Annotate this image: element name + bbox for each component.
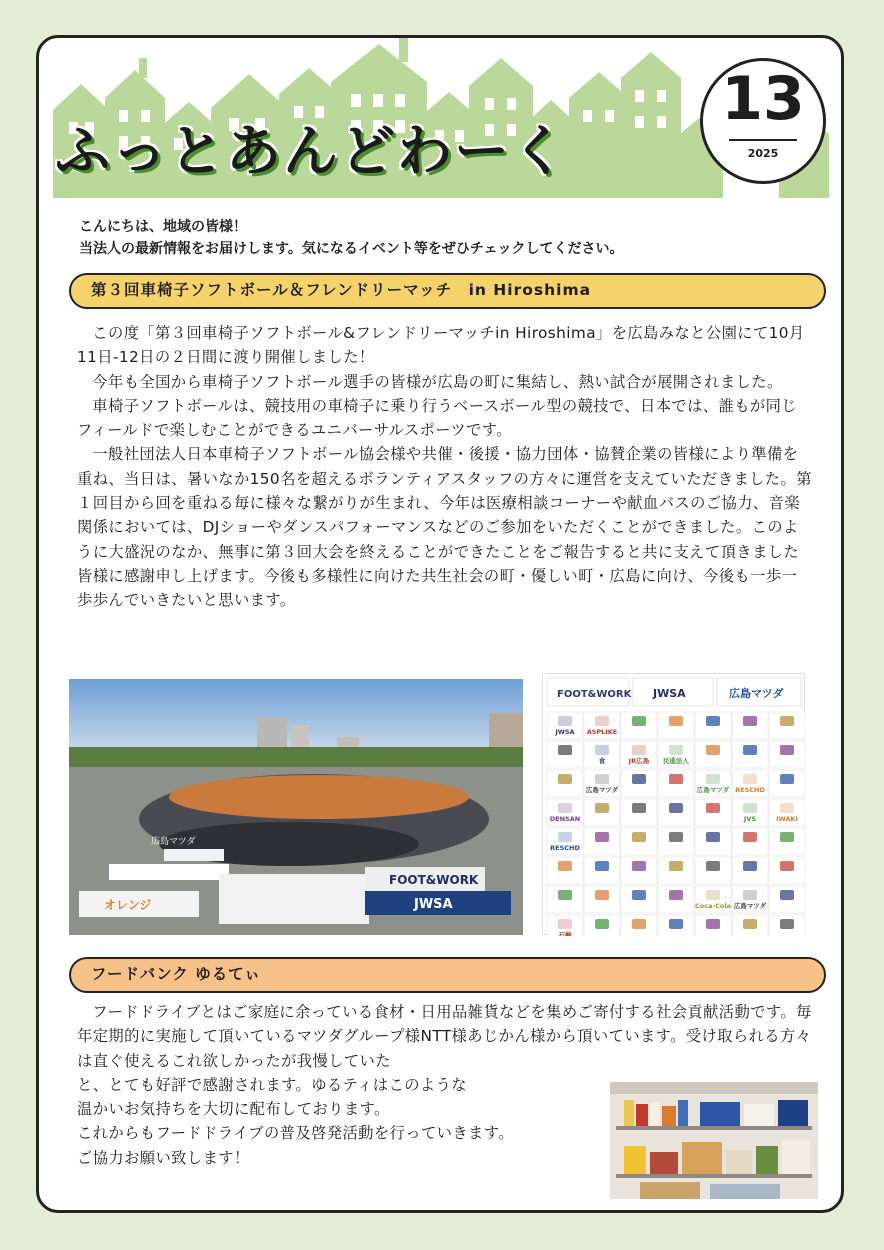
sponsor-logo [769, 915, 805, 936]
svg-text:RESCHD: RESCHD [550, 844, 580, 852]
sponsor-logo [695, 886, 731, 913]
sponsor-logo [732, 886, 768, 913]
sponsor-logo [584, 915, 620, 936]
banner-jwsa: JWSA [414, 897, 453, 912]
sponsor-logo [547, 799, 583, 826]
sponsor-logo [658, 857, 694, 884]
svg-text:食: 食 [598, 757, 606, 765]
sponsor-logo [621, 741, 657, 768]
sponsor-logo [695, 915, 731, 936]
sponsor-logo [658, 770, 694, 797]
issue-divider [729, 139, 797, 141]
svg-text:民進法人: 民進法人 [663, 757, 689, 765]
article-paragraph: フードドライブとはご家庭に余っている食材・日用品雑貨などを集めご寄付する社会貢献活動です。毎年定期的に実施して頂いているマツダグループ様NTT様あじかん様から頂いています。受け取られる方々は直ぐ使えるこれ欲しかったが我慢していた [77, 1003, 812, 1070]
section-heading-softball: 第３回車椅子ソフトボール＆フレンドリーマッチ in Hiroshima [69, 273, 826, 309]
sponsor-logo [621, 828, 657, 855]
sponsor-logo [769, 828, 805, 855]
newsletter-page [36, 35, 844, 1213]
food-bank-shelf-photo [610, 1082, 818, 1199]
article-line: これからもフードドライブの普及啓発活動を行っていきます。 [77, 1124, 514, 1143]
sponsor-logo [547, 712, 583, 739]
sponsor-logo [658, 799, 694, 826]
banner-orange: オレンジ [104, 898, 152, 912]
sponsor-logo [547, 770, 583, 797]
sponsor-logo [547, 915, 583, 936]
newsletter-title: ふっとあんどわーく [55, 119, 569, 183]
softball-article [77, 321, 812, 613]
sponsor-logo [621, 886, 657, 913]
banner-mazda: 広島マツダ [151, 837, 196, 847]
sponsor-logo [732, 828, 768, 855]
sponsor-logo [695, 741, 731, 768]
svg-text:広島マツダ: 広島マツダ [585, 786, 619, 794]
sponsor-logo [621, 799, 657, 826]
sponsor-logo [584, 857, 620, 884]
svg-text:ASPLIKE: ASPLIKE [586, 728, 618, 736]
svg-text:JWSA: JWSA [555, 728, 575, 736]
sponsor-logo [621, 857, 657, 884]
article-line: と、とても好評で感謝されます。ゆるティはこのような [77, 1075, 467, 1094]
sponsor-logo [547, 741, 583, 768]
issue-year: 2025 [747, 147, 779, 160]
sponsor-logo [695, 799, 731, 826]
sponsor-header-logo: FOOT&WORK [557, 689, 632, 700]
sponsor-logo [584, 828, 620, 855]
sponsor-logo [732, 799, 768, 826]
sponsor-logo [547, 857, 583, 884]
sponsor-logo [769, 886, 805, 913]
issue-badge [700, 58, 826, 184]
sponsor-logo [584, 741, 620, 768]
svg-text:Coca-Cola: Coca-Cola [694, 902, 732, 910]
sponsor-header-logo: JWSA [653, 687, 686, 700]
sponsor-logo [658, 712, 694, 739]
svg-text:RESCHD: RESCHD [735, 786, 765, 794]
sponsor-logo [658, 741, 694, 768]
banner-footwork: FOOT&WORK [389, 873, 479, 887]
sponsor-logo [769, 712, 805, 739]
svg-text:JR広島: JR広島 [628, 757, 650, 765]
svg-text:広島マツダ: 広島マツダ [733, 902, 767, 910]
svg-text:石鹸: 石鹸 [558, 931, 572, 936]
sponsor-logo [547, 886, 583, 913]
intro-line-1: こんにちは、地域の皆様！ [79, 219, 247, 235]
sponsor-logo [769, 770, 805, 797]
intro-greeting [79, 216, 623, 260]
svg-text:広島マツダ: 広島マツダ [696, 786, 730, 794]
sponsor-logo [732, 770, 768, 797]
sponsor-logo [621, 712, 657, 739]
sponsor-logo [621, 770, 657, 797]
sponsor-logo [769, 799, 805, 826]
intro-line-2: 当法人の最新情報をお届けします。気になるイベント等をぜひチェックしてください。 [79, 241, 624, 257]
sponsor-logo [695, 712, 731, 739]
sponsor-logo [621, 915, 657, 936]
article-line: 温かいお気持ちを大切に配布しております。 [77, 1100, 390, 1119]
article-paragraph: 一般社団法人日本車椅子ソフトボール協会様や共催・後援・協力団体・協賛企業の皆様により準備を重ね、当日は、暑いなか150名を超えるボランティアスタッフの方々に運営を支えていただきました。第１回目から回を重ねる毎に様々な繋がりが生まれ、今年は医療相談コーナーや献血バスのご協力、音楽関係においては、DJショーやダンスパフォーマンスなどのご参加をいただくことができました。このように大盛況のなか、無事に第３回大会を終えることができたことをご報告すると共に支えて頂きました皆様に感謝申し上げます。今後も多様性に向けた共生社会の町・優しい町・広島に向け、今後も一歩一歩歩んでいきたいと思います。 [77, 445, 812, 610]
sponsor-logo [732, 712, 768, 739]
sponsor-logo [695, 857, 731, 884]
sponsor-logo [584, 712, 620, 739]
sponsor-logo [769, 741, 805, 768]
sponsor-header-logo: 広島マツダ [729, 687, 784, 700]
svg-text:JVS: JVS [743, 815, 757, 823]
sponsor-logo [695, 770, 731, 797]
sponsor-logo [732, 857, 768, 884]
sponsor-logo [732, 915, 768, 936]
sponsor-logo [658, 915, 694, 936]
sponsor-logo [695, 828, 731, 855]
svg-text:DENSAN: DENSAN [549, 815, 581, 823]
article-line: ご協力お願い致します！ [77, 1148, 250, 1167]
article-paragraph: 今年も全国から車椅子ソフトボール選手の皆様が広島の町に集結し、熱い試合が展開されました。 [92, 372, 783, 391]
article-paragraph: 車椅子ソフトボールは、競技用の車椅子に乗り行うベースボール型の競技で、日本では、誰もが同じフィールドで楽しむことができるユニバーサルスポーツです。 [77, 396, 797, 440]
sponsor-logo [769, 857, 805, 884]
sponsor-logo [658, 886, 694, 913]
sponsor-logo [584, 886, 620, 913]
event-group-photo [69, 679, 523, 935]
sponsor-logo [732, 741, 768, 768]
issue-number: 13 [721, 64, 805, 134]
section-heading-foodbank: フードバンク ゆるてぃ [69, 957, 826, 993]
sponsor-logo [658, 828, 694, 855]
article-paragraph: この度「第３回車椅子ソフトボール&フレンドリーマッチin Hiroshima」を広島みなと公園にて10月11日-12日の２日間に渡り開催しました！ [77, 324, 805, 367]
svg-text:IWAKI: IWAKI [776, 815, 798, 823]
sponsor-logo-board [542, 673, 805, 935]
sponsor-logo [584, 770, 620, 797]
sponsor-logo [547, 828, 583, 855]
sponsor-logo [584, 799, 620, 826]
